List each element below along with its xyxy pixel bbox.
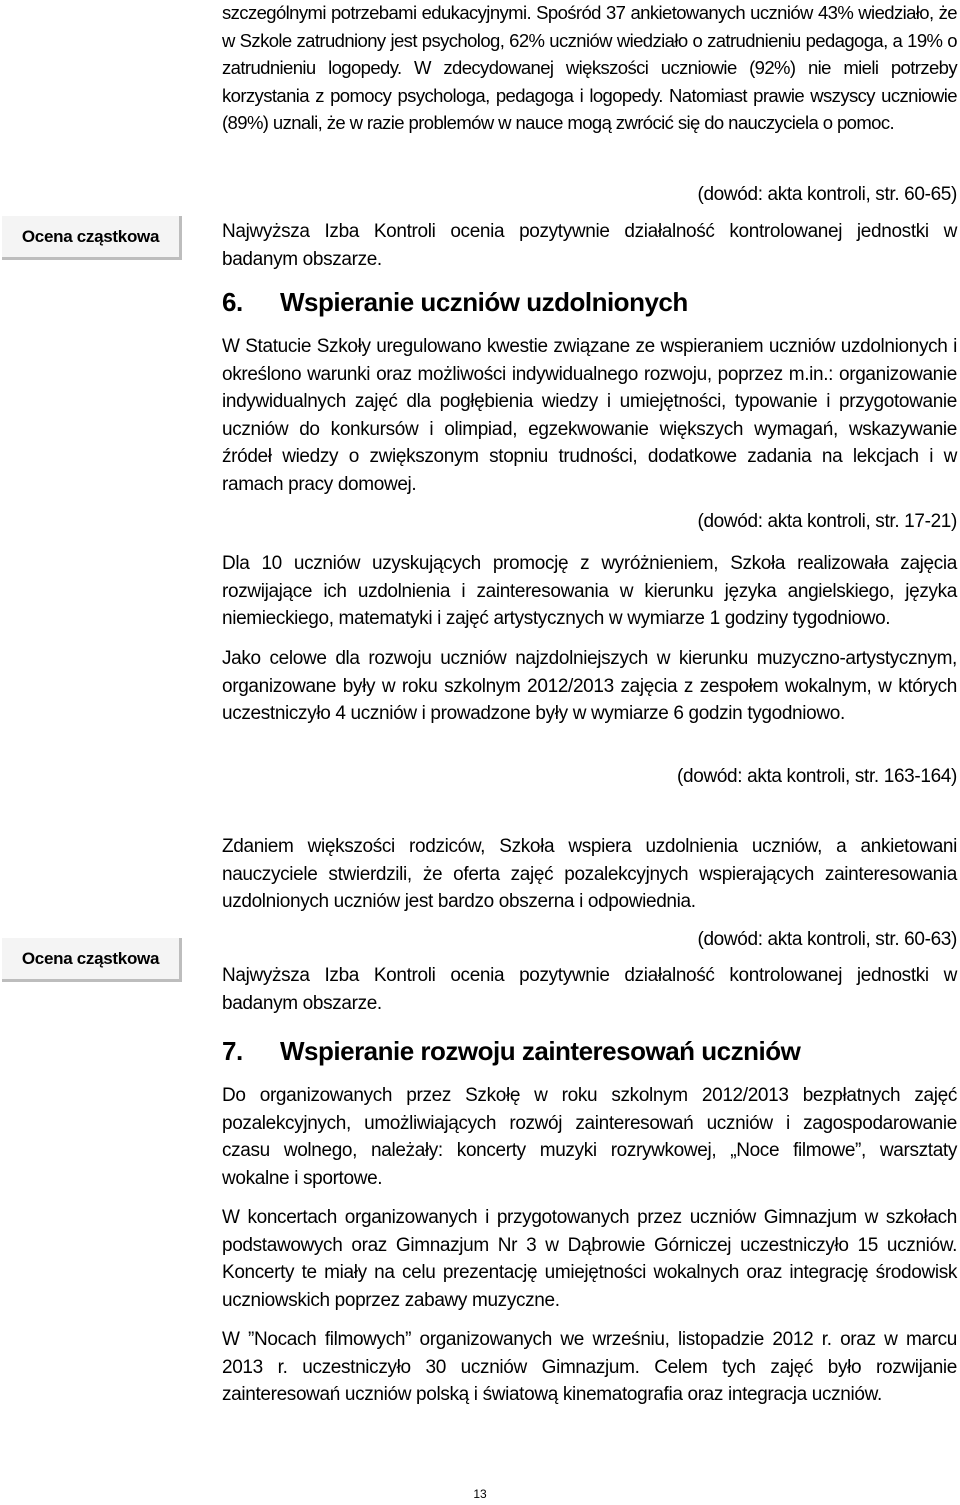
paragraph-nik-assessment-1: Najwyższa Izba Kontroli ocenia pozytywnie działalność kontrolowanej jednostki w badanym obszarze. bbox=[222, 221, 957, 270]
evidence-ref-60-65: (dowód: akta kontroli, str. 60-65) bbox=[697, 184, 957, 205]
paragraph-concerts: W koncertach organizowanych i przygotowanych przez uczniów Gimnazjum w szkołach podstawowych oraz Gimnazjum Nr 3 w Dąbrowie Górniczej uczestniczyło 15 uczniów. Koncerty te miały na celu prezentację umiejętności wokalnych oraz integrację środowisk uczniowskich poprzez zabawy muzyczne. bbox=[222, 1207, 957, 1311]
paragraph-statute: W Statucie Szkoły uregulowano kwestie związane ze wspieraniem uczniów uzdolnionych i określono warunki oraz możliwości indywidualnego rozwoju, poprzez m.in.: organizowanie indywidualnych zajęć dla pogłębienia wiedzy i umiejętności, typowanie i przygotowanie uczniów do konkursów i olimpiad, egzekwowanie większych wymagań, wskazywanie źródeł wiedzy o zwiększonym stopniu trudności, dodatkowe zadania na lekcjach i w ramach pracy domowej. bbox=[222, 336, 957, 495]
page-number: 13 bbox=[473, 1487, 487, 1501]
section-title: Wspieranie rozwoju zainteresowań uczniów bbox=[280, 1036, 801, 1066]
evidence-ref-17-21: (dowód: akta kontroli, str. 17-21) bbox=[697, 511, 957, 532]
paragraph-film-nights: W ”Nocach filmowych” organizowanych we wrześniu, listopadzie 2012 r. oraz w marcu 2013 r. uczestniczyło 30 uczniów Gimnazjum. Celem tych zajęć było rozwijanie zainteresowań uczniów polską i światową kinematografia oraz integracja uczniów. bbox=[222, 1329, 957, 1405]
section-heading-6 bbox=[222, 287, 688, 318]
partial-assessment-label: Ocena cząstkowa bbox=[2, 938, 182, 982]
partial-assessment-label: Ocena cząstkowa bbox=[2, 216, 182, 260]
evidence-ref-60-63: (dowód: akta kontroli, str. 60-63) bbox=[697, 929, 957, 950]
paragraph-distinction-students: Dla 10 uczniów uzyskujących promocję z wyróżnieniem, Szkoła realizowała zajęcia rozwijające ich uzdolnienia i zainteresowania w kierunku języka angielskiego, języka niemieckiego, matematyki i zajęć artystycznych w wymiarze 1 godziny tygodniowo. bbox=[222, 553, 957, 629]
evidence-ref-163-164: (dowód: akta kontroli, str. 163-164) bbox=[677, 766, 957, 787]
paragraph-extracurricular: Do organizowanych przez Szkołę w roku szkolnym 2012/2013 bezpłatnych zajęć pozalekcyjnych, umożliwiających rozwój zainteresowań uczniów i zagospodarowanie czasu wolnego, należały: koncerty muzyki rozrywkowej, „Noce filmowe”, warsztaty wokalne i sportowe. bbox=[222, 1085, 957, 1189]
paragraph-vocal-ensemble: Jako celowe dla rozwoju uczniów najzdolniejszych w kierunku muzyczno-artystycznym, organizowane były w roku szkolnym 2012/2013 zajęcia z zespołem wokalnym, w których uczestniczyło 4 uczniów i prowadzone były w wymiarze 6 godzin tygodniowo. bbox=[222, 648, 957, 724]
paragraph-parents-opinion: Zdaniem większości rodziców, Szkoła wspiera uzdolnienia uczniów, a ankietowani nauczyciele stwierdzili, że oferta zajęć pozalekcyjnych wspierających zainteresowania uzdolnionych uczniów jest bardzo obszerna i odpowiednia. bbox=[222, 836, 957, 912]
section-heading-7 bbox=[222, 1036, 800, 1067]
section-number: 6. bbox=[222, 287, 243, 317]
section-title: Wspieranie uczniów uzdolnionych bbox=[280, 287, 688, 317]
paragraph-psychologist-survey: szczególnymi potrzebami edukacyjnymi. Spośród 37 ankietowanych uczniów 43% wiedziało, że w Szkole zatrudniony jest psycholog, 62% uczniów wiedziało o zatrudnieniu pedagoga, a 19% o zatrudnieniu logopedy. W zdecydowanej większości uczniowie (92%) nie mieli potrzeby korzystania z pomocy psychologa, pedagoga i logopedy. Natomiast prawie wszyscy uczniowie (89%) uznali, że w razie problemów w nauce mogą zwrócić się do nauczyciela o pomoc. bbox=[222, 2, 957, 133]
section-number: 7. bbox=[222, 1036, 243, 1066]
paragraph-nik-assessment-2: Najwyższa Izba Kontroli ocenia pozytywnie działalność kontrolowanej jednostki w badanym obszarze. bbox=[222, 965, 957, 1014]
